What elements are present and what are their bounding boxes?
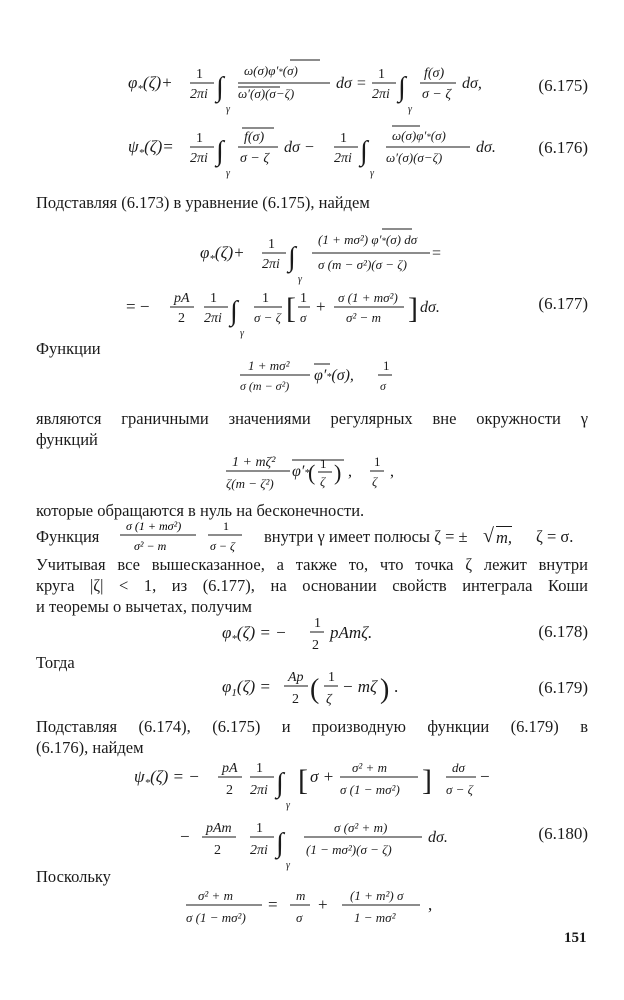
svg-text:(: ( <box>310 674 320 705</box>
svg-text:m: m <box>296 888 306 903</box>
svg-text:]: ] <box>408 292 418 325</box>
svg-text:1: 1 <box>196 67 203 82</box>
svg-text:σ: σ <box>380 379 386 393</box>
svg-text:,: , <box>390 463 394 480</box>
svg-text:2: 2 <box>312 638 319 653</box>
paragraph: Учитывая все вышесказанное, а также то, что точка ζ лежит внутри круга |ζ| < 1, из (6.177), на основании свойств интеграла Коши и теоремы о вычетах, получим <box>36 555 588 616</box>
svg-text:1: 1 <box>196 131 203 146</box>
svg-text:σ − ζ: σ − ζ <box>446 782 473 797</box>
paragraph: Подставляя (6.173) в уравнение (6.175), найдем <box>36 193 370 212</box>
svg-text:γ: γ <box>370 168 374 179</box>
svg-text:+: + <box>316 297 326 316</box>
svg-text:f(σ): f(σ) <box>424 66 445 81</box>
svg-text:(1 + mσ²) φ′*(σ) dσ: (1 + mσ²) φ′*(σ) dσ <box>318 232 418 247</box>
svg-text:σ (σ² + m): σ (σ² + m) <box>334 820 388 835</box>
svg-text:φ1(ζ) =: $\varphi_1(\zeta)$ = <box>222 677 271 699</box>
paragraph: Тогда <box>36 653 75 672</box>
svg-text:σ (1 + mσ²): σ (1 + mσ²) <box>126 519 182 533</box>
paragraph: являются граничными значениями регулярных вне окружности γ функций <box>36 409 588 449</box>
svg-text:pAmζ.: pAmζ. <box>330 623 373 642</box>
svg-text:σ² − m: σ² − m <box>134 539 167 553</box>
page-number: 151 <box>564 930 587 946</box>
svg-text:ω(σ)φ′*(σ): ω(σ)φ′*(σ) <box>392 128 446 143</box>
svg-text:σ: σ <box>296 910 303 925</box>
svg-text:1: 1 <box>268 237 275 252</box>
svg-text:2πi: 2πi <box>334 151 352 166</box>
svg-text:dσ.: dσ. <box>476 139 496 156</box>
paragraph: Поскольку <box>36 867 111 886</box>
svg-text:ζ: ζ <box>320 474 326 489</box>
equation-6-177 <box>0 220 624 340</box>
svg-text:1: 1 <box>223 519 229 533</box>
svg-text:σ (1 + mσ²): σ (1 + mσ²) <box>338 290 398 305</box>
paragraph: которые обращаются в нуль на бесконечности. <box>36 501 365 520</box>
svg-text:1: 1 <box>340 131 347 146</box>
svg-text:1: 1 <box>314 616 321 631</box>
svg-text:1 + mσ²: 1 + mσ² <box>248 358 290 373</box>
svg-text:ω′(σ)(σ−ζ): ω′(σ)(σ−ζ) <box>386 150 443 165</box>
svg-text:,: , <box>428 895 433 914</box>
svg-text:): ) <box>380 674 390 705</box>
equation-number: (6.176) <box>538 138 588 157</box>
svg-text:γ: γ <box>286 800 290 811</box>
svg-text:σ − ζ: σ − ζ <box>210 539 235 553</box>
svg-text:φ*(ζ)+: $\varphi_*(\zeta)+$ <box>128 73 173 95</box>
svg-text:ψ*(ζ)=: $\psi_*(\zeta)=$ <box>128 137 174 159</box>
svg-text:1: 1 <box>300 291 307 306</box>
svg-text:φ′*: φ′* <box>292 463 310 480</box>
paragraph: Функции <box>36 339 101 358</box>
svg-text:γ: γ <box>286 860 290 871</box>
svg-text:[: [ <box>298 764 308 797</box>
svg-text:(1 + m²) σ: (1 + m²) σ <box>350 888 404 903</box>
svg-text:(1 − mσ²)(σ − ζ): (1 − mσ²)(σ − ζ) <box>306 842 392 857</box>
svg-text:−: − <box>480 767 490 786</box>
equation-number: (6.175) <box>538 76 588 95</box>
svg-text:.: . <box>394 677 399 696</box>
svg-text:γ: γ <box>226 104 230 115</box>
svg-text:1: 1 <box>262 291 269 306</box>
svg-text:γ: γ <box>240 328 244 339</box>
svg-text:pAm: pAm <box>206 821 232 836</box>
equation-number: (6.177) <box>538 294 588 313</box>
svg-text:2πi: 2πi <box>262 257 280 272</box>
equation-6-175 <box>0 50 624 120</box>
svg-text:ζ: ζ <box>326 692 332 707</box>
svg-text:1: 1 <box>328 670 335 685</box>
svg-text:dσ =: dσ = <box>336 75 367 92</box>
svg-text:∫: ∫ <box>360 136 368 167</box>
svg-text:∫: ∫ <box>398 72 406 103</box>
svg-text:1: 1 <box>256 761 263 776</box>
svg-text:ψ*(ζ) = −: $\psi_*(\zeta)$ = − <box>134 767 200 789</box>
svg-text:2πi: 2πi <box>372 87 390 102</box>
svg-text:σ − ζ: σ − ζ <box>422 87 452 102</box>
svg-text:1 + mζ²: 1 + mζ² <box>232 455 276 470</box>
svg-text:γ: γ <box>226 168 230 179</box>
paragraph: Подставляя (6.174), (6.175) и производную функции (6.179) в (6.176), найдем <box>36 717 588 757</box>
svg-text:2: 2 <box>292 692 299 707</box>
equation-6-178 <box>0 610 624 656</box>
svg-text:2πi: 2πi <box>190 151 208 166</box>
svg-text:σ (1 − mσ²): σ (1 − mσ²) <box>186 910 246 925</box>
equation-number: (6.178) <box>538 622 588 641</box>
svg-text:σ (m − σ²)(σ − ζ): σ (m − σ²)(σ − ζ) <box>318 257 407 272</box>
svg-text:2: 2 <box>226 783 233 798</box>
svg-text:φ*(ζ) = −: $\varphi_*(\zeta)$ = − <box>222 623 287 645</box>
svg-text:∫: ∫ <box>276 768 284 799</box>
svg-text:+: + <box>318 895 328 914</box>
svg-text:1: 1 <box>378 67 385 82</box>
svg-text:1: 1 <box>256 821 263 836</box>
svg-text:σ: σ <box>300 310 307 325</box>
svg-text:dσ: dσ <box>452 760 465 775</box>
svg-text:∫: ∫ <box>216 136 224 167</box>
formula-identity <box>0 880 624 930</box>
formula-functions <box>0 446 624 496</box>
svg-text:Ap: Ap <box>288 670 304 685</box>
svg-text:1: 1 <box>374 454 381 469</box>
svg-text:,: , <box>348 463 352 480</box>
svg-text:2: 2 <box>214 843 221 858</box>
svg-text:1: 1 <box>320 456 327 471</box>
svg-text:dσ.: dσ. <box>420 299 440 316</box>
svg-text:ζ: ζ <box>372 474 378 489</box>
svg-text:σ² + m: σ² + m <box>198 888 233 903</box>
svg-text:2πi: 2πi <box>204 311 222 326</box>
svg-text:γ: γ <box>408 104 412 115</box>
svg-text:= −: = − <box>126 297 150 316</box>
svg-text:−: − <box>180 827 190 846</box>
svg-text:=: = <box>268 895 278 914</box>
svg-text:2: 2 <box>178 311 185 326</box>
equation-6-179 <box>0 664 624 712</box>
svg-text:σ +: σ + <box>310 767 335 786</box>
formula-boundary-values <box>0 352 624 398</box>
svg-text:∫: ∫ <box>288 242 296 273</box>
equation-6-180 <box>0 752 624 872</box>
svg-text:=: = <box>432 245 442 262</box>
svg-text:2πi: 2πi <box>190 87 208 102</box>
svg-text:dσ −: dσ − <box>284 139 315 156</box>
svg-text:γ: γ <box>298 274 302 285</box>
svg-text:]: ] <box>422 764 432 797</box>
svg-text:): ) <box>334 460 342 485</box>
svg-text:σ (m − σ²): σ (m − σ²) <box>240 379 290 393</box>
svg-text:− mζ: − mζ <box>342 677 377 696</box>
svg-text:1: 1 <box>210 291 217 306</box>
svg-text:ω′(σ)(σ−ζ): ω′(σ)(σ−ζ) <box>238 86 295 101</box>
svg-text:∫: ∫ <box>216 72 224 103</box>
svg-text:σ (1 − mσ²): σ (1 − mσ²) <box>340 782 400 797</box>
svg-text:σ − ζ: σ − ζ <box>254 310 281 325</box>
svg-text:σ² + m: σ² + m <box>352 760 387 775</box>
equation-number: (6.179) <box>538 678 588 697</box>
paragraph: Функция σ (1 + mσ²) σ² − m 1 σ − ζ внутри γ имеет полюсы ζ = ± √ m, ζ = σ. <box>36 519 574 553</box>
svg-text:ζ(m − ζ²): ζ(m − ζ²) <box>226 476 274 491</box>
svg-text:φ*(ζ)+: $\varphi_*(\zeta)+$ <box>200 243 245 265</box>
svg-text:1: 1 <box>383 358 390 373</box>
svg-text:(: ( <box>308 460 316 485</box>
svg-text:σ − ζ: σ − ζ <box>240 151 270 166</box>
svg-text:pA: pA <box>174 291 190 306</box>
svg-text:pA: pA <box>222 761 238 776</box>
svg-text:φ′*(σ),: φ′*(σ), <box>314 367 354 384</box>
svg-text:∫: ∫ <box>276 828 284 859</box>
svg-text:2πi: 2πi <box>250 783 268 798</box>
svg-text:2πi: 2πi <box>250 843 268 858</box>
equation-6-176 <box>0 120 624 190</box>
svg-text:ω(σ)φ′*(σ): ω(σ)φ′*(σ) <box>244 63 298 78</box>
svg-text:[: [ <box>286 292 296 325</box>
svg-text:1 − mσ²: 1 − mσ² <box>354 910 396 925</box>
svg-text:∫: ∫ <box>230 296 238 327</box>
svg-text:σ² − m: σ² − m <box>346 310 381 325</box>
svg-text:f(σ): f(σ) <box>244 130 265 145</box>
equation-number: (6.180) <box>538 824 588 843</box>
svg-text:dσ.: dσ. <box>428 829 448 846</box>
svg-text:dσ,: dσ, <box>462 75 482 92</box>
